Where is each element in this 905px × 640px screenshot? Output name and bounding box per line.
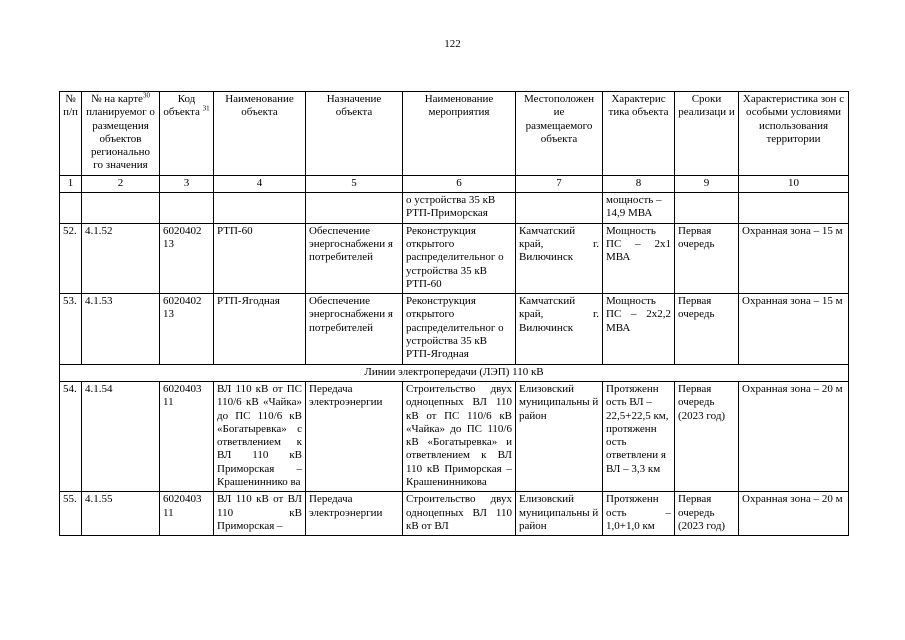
cell-map-number: 4.1.53	[82, 294, 160, 364]
cell-deadline: Первая очередь (2023 год)	[675, 381, 739, 491]
table-row-52	[60, 223, 849, 293]
cell-zone: Охранная зона – 15 м	[739, 294, 849, 364]
column-number: 6	[403, 175, 516, 192]
cell-object-name: РТП-60	[214, 223, 306, 293]
cell-characteristic: Мощность ПС – 2х2,2 МВА	[603, 294, 675, 364]
cell-purpose: Передача электроэнергии	[306, 381, 403, 491]
section-title: Линии электропередачи (ЛЭП) 110 кВ	[60, 364, 849, 381]
cell-index: 54.	[60, 381, 82, 491]
cell-location: Камчатский край, г. Вилючинск	[516, 223, 603, 293]
header-object-code: Код объекта $^{31}$	[160, 92, 214, 176]
cell-map-number: 4.1.54	[82, 381, 160, 491]
cell-object-code: 6020403 11	[160, 492, 214, 536]
column-number: 9	[675, 175, 739, 192]
cell-object-code: 6020402 13	[160, 223, 214, 293]
cell-deadline: Первая очередь	[675, 223, 739, 293]
table-row-55	[60, 492, 849, 536]
header-map-number: № на карте$^{30}$ планируемог о размещения объектов регионально го значения	[82, 92, 160, 176]
cell-deadline: Первая очередь (2023 год)	[675, 492, 739, 536]
cell-deadline: Первая очередь	[675, 294, 739, 364]
table-row-53	[60, 294, 849, 364]
header-deadline: Сроки реализаци и	[675, 92, 739, 176]
column-number: 7	[516, 175, 603, 192]
cell-measure: Реконструкция открытого распределительног о устройства 35 кВ РТП-60	[403, 223, 516, 293]
header-zone: Характеристика зон с особыми условиями использования территории	[739, 92, 849, 176]
planning-table	[59, 91, 849, 536]
header-measure: Наименование мероприятия	[403, 92, 516, 176]
cell-object-name: ВЛ 110 кВ от ВЛ 110 кВ Приморская –	[214, 492, 306, 536]
table-row-continued	[60, 193, 849, 224]
header-index: № п/п	[60, 92, 82, 176]
column-number: 5	[306, 175, 403, 192]
cell-index: 52.	[60, 223, 82, 293]
table-header	[60, 92, 849, 176]
cell-purpose: Обеспечение энергоснабжени я потребителей	[306, 223, 403, 293]
cell-index: 53.	[60, 294, 82, 364]
page-number: 122	[444, 38, 461, 50]
cell-characteristic: Мощность ПС – 2х1 МВА	[603, 223, 675, 293]
column-number: 8	[603, 175, 675, 192]
cell-zone: Охранная зона – 20 м	[739, 492, 849, 536]
table-row-54	[60, 381, 849, 491]
column-number: 1	[60, 175, 82, 192]
cell-measure: Строительство двух одноцепных ВЛ 110 кВ от ВЛ	[403, 492, 516, 536]
cell-measure: Строительство двух одноцепных ВЛ 110 кВ от ПС 110/6 кВ «Чайка» до ПС 110/6 кВ «Богатыревка» и ответвлением к ВЛ 110 кВ Приморская – Крашенинникова	[403, 381, 516, 491]
cell-location: Елизовский муниципальны й район	[516, 492, 603, 536]
cell-characteristic: мощность – 14,9 МВА	[603, 193, 675, 224]
column-number: 2	[82, 175, 160, 192]
cell-index: 55.	[60, 492, 82, 536]
cell-object-code: 6020402 13	[160, 294, 214, 364]
cell-zone: Охранная зона – 15 м	[739, 223, 849, 293]
header-object-name: Наименование объекта	[214, 92, 306, 176]
cell-map-number: 4.1.55	[82, 492, 160, 536]
column-number: 10	[739, 175, 849, 192]
cell-location: Елизовский муниципальны й район	[516, 381, 603, 491]
cell-location: Камчатский край, г. Вилючинск	[516, 294, 603, 364]
header-purpose: Назначение объекта	[306, 92, 403, 176]
cell-purpose: Обеспечение энергоснабжени я потребителей	[306, 294, 403, 364]
cell-purpose: Передача электроэнергии	[306, 492, 403, 536]
cell-object-name: РТП-Ягодная	[214, 294, 306, 364]
section-row	[60, 364, 849, 381]
column-number: 3	[160, 175, 214, 192]
cell-measure: о устройства 35 кВ РТП-Приморская	[403, 193, 516, 224]
header-location: Местоположен ие размещаемого объекта	[516, 92, 603, 176]
cell-object-code: 6020403 11	[160, 381, 214, 491]
cell-measure: Реконструкция открытого распределительног о устройства 35 кВ РТП-Ягодная	[403, 294, 516, 364]
cell-map-number: 4.1.52	[82, 223, 160, 293]
header-characteristic: Характерис тика объекта	[603, 92, 675, 176]
cell-characteristic: Протяженн ость ВЛ – 22,5+22,5 км, протяженн ость ответвлени я ВЛ – 3,3 км	[603, 381, 675, 491]
cell-object-name: ВЛ 110 кВ от ПС 110/6 кВ «Чайка» до ПС 110/6 кВ «Богатыревка» с ответвлением к ВЛ 110 кВ Приморская – Крашениннико ва	[214, 381, 306, 491]
column-number: 4	[214, 175, 306, 192]
column-number-row	[60, 175, 849, 192]
cell-zone: Охранная зона – 20 м	[739, 381, 849, 491]
cell-characteristic: Протяженн ость – 1,0+1,0 км	[603, 492, 675, 536]
